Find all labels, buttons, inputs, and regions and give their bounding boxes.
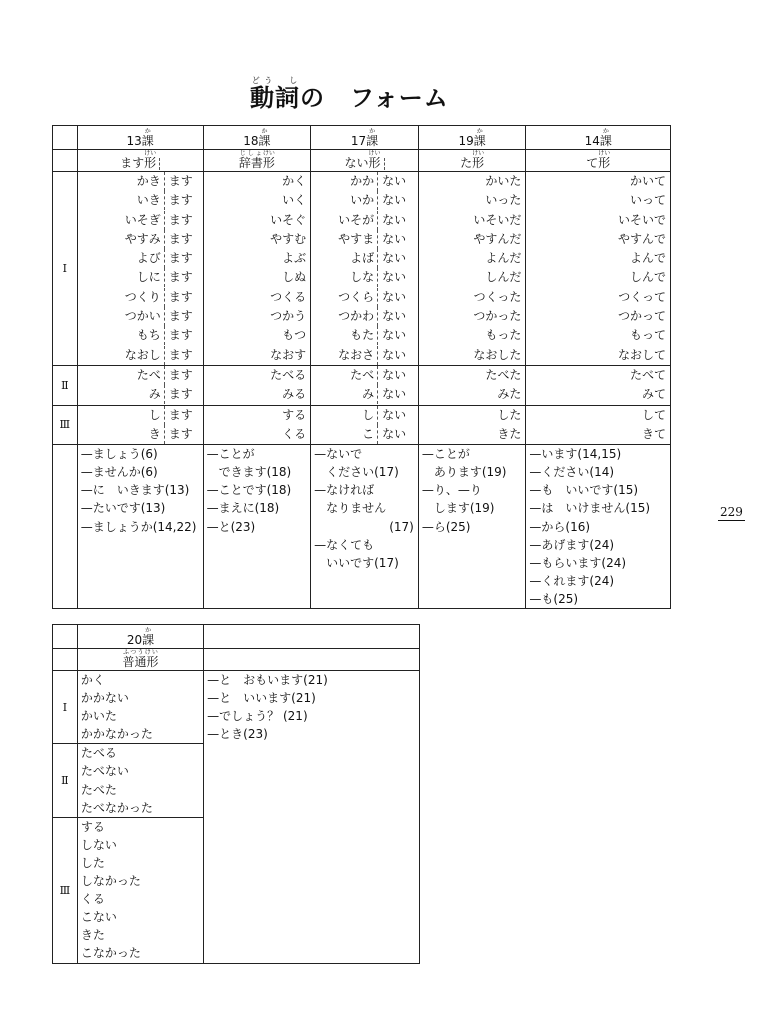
verb-stem: き [148,426,161,441]
verb-stem: やすま [338,231,375,246]
verb-suffix: ます [168,289,193,304]
g3-ta-col [418,405,526,445]
dictionary-form-entry: もつ [282,328,307,343]
verb-suffix: ない [382,251,407,266]
plain-form-entry: かいた [80,709,117,724]
dictionary-form-entry: かく [282,174,307,188]
ta-form-entry: いった [485,193,522,208]
te-form-entry: よんで [629,251,666,266]
nai-form-entry [311,326,418,345]
verb-stem: いそぎ [124,212,161,227]
lesson-14-header: 14課か [526,126,671,150]
g2-te-col [526,365,671,405]
g3-jisho-col [203,405,311,445]
g1-ta-col [418,172,526,366]
nai-form-entry [311,268,418,287]
ta-form-entry: しんだ [485,270,522,285]
masu-form-entry [78,211,203,230]
ta-form-entry: つかった [473,309,522,324]
verb-stem: なおさ [338,347,375,362]
nai-form-entry [311,249,418,268]
dictionary-form-entry: くる [282,426,307,441]
g2-nai-col [311,365,419,405]
ta-form-entry: みた [497,387,522,402]
verb-suffix: ます [168,231,193,246]
te-form-entry: つくって [618,289,666,304]
nai-form-entry [311,211,418,230]
grammar-pattern: —もらいます(24) [529,555,627,570]
verb-stem: たべ [350,367,375,382]
verb-stem: いそが [338,212,375,227]
ta-form-label: た形けい [418,150,526,172]
masu-form-entry [78,366,203,385]
g1-jisho-col [203,172,311,366]
masu-form-entry [78,425,203,444]
te-form-entry: みて [641,387,666,402]
verb-stem: み [362,387,375,402]
t2-group-2-label: Ⅱ [53,744,78,817]
masu-phrases [77,445,203,609]
ta-form-entry: つくった [473,289,522,304]
grammar-pattern: —に いきます(13) [80,483,190,498]
ta-form-entry: いそいだ [473,212,522,227]
jisho-phrases [203,445,311,609]
verb-stem: たべ [136,367,161,382]
grammar-pattern: —まえに(18) [206,501,280,516]
grammar-pattern: —たいです(13) [80,501,166,516]
grammar-pattern: あります(19) [421,465,507,480]
verb-stem: し [148,407,161,422]
plain-phrases [204,671,420,964]
grammar-pattern: —も(25) [529,591,579,606]
verb-stem: やすみ [124,231,161,246]
lesson-19-header: 19課か [418,126,526,150]
group-3-row [53,405,671,445]
dictionary-form-entry: しぬ [282,270,307,285]
dictionary-form-entry: なおす [270,347,307,362]
verb-suffix: ます [168,387,193,402]
ta-form-entry: たべた [485,367,522,382]
plain-form-entry: くる [80,892,105,907]
verb-stem: かき [136,174,161,188]
grammar-pattern: —なくても [314,537,375,552]
grammar-pattern: —と おもいます(21) [207,673,328,687]
nai-form-entry [311,230,418,249]
verb-stem: し [362,407,375,422]
dictionary-form-entry: つかう [270,309,307,324]
dictionary-form-entry: よぶ [282,251,307,266]
plain-form-entry: かかない [80,691,129,706]
masu-form-entry [78,326,203,345]
plain-form-name-row [53,649,420,671]
te-phrases [526,445,671,609]
lesson-13-header: 13課か [77,126,203,150]
ta-form-entry: よんだ [485,251,522,266]
dictionary-form-entry: つくる [270,289,307,304]
verb-suffix: ない [382,347,407,362]
verb-stem: こ [362,426,375,441]
verb-suffix: ます [168,212,193,227]
grammar-pattern: できます(18) [206,465,292,480]
plain-form-entry: たべない [80,764,129,779]
ta-form-entry: なおした [473,347,522,362]
verb-suffix: ます [168,193,193,208]
grammar-pattern: —と(23) [206,519,256,534]
t2-group-3-label: Ⅲ [53,817,78,963]
verb-suffix: ます [168,174,193,188]
t2-g1-col [77,671,203,744]
verb-suffix: ます [168,367,193,382]
lesson-header-row [53,126,671,150]
plain-form-entry: こない [80,910,117,925]
masu-form-entry [78,191,203,210]
grammar-pattern: —ないで [314,447,363,462]
grammar-pattern: —ましょう(6) [80,447,158,462]
verb-suffix: ます [168,270,193,285]
plain-form-entry: した [80,855,105,870]
te-form-entry: いそいで [617,212,666,227]
t2-g3-col [77,817,203,963]
masu-form-entry [78,249,203,268]
g2-masu-col [77,365,203,405]
plain-form-entry: しない [80,837,117,852]
g2-jisho-col [203,365,311,405]
verb-suffix: ない [382,387,407,402]
group-3-label: Ⅲ [53,405,78,445]
verb-suffix: ます [168,426,193,441]
plain-form-entry: こなかった [80,946,141,961]
masu-form-entry [78,307,203,326]
nai-form-entry [311,288,418,307]
verb-suffix: ない [382,328,407,343]
lesson-20-header: 20課か [77,625,203,649]
masu-form-entry [78,288,203,307]
grammar-pattern: なりません [314,501,387,516]
te-form-entry: なおして [617,347,666,362]
te-form-entry: やすんで [617,231,666,246]
verb-suffix: ない [382,212,407,227]
grammar-pattern: ください(17) [314,465,399,480]
group-1-label: Ⅰ [53,172,78,366]
verb-suffix: ない [382,426,407,441]
masu-form-entry [78,406,203,425]
ta-phrases [418,445,526,609]
verb-suffix: ます [168,407,193,422]
grammar-pattern: —でしょう？ (21) [207,709,308,724]
ta-form-entry: もった [485,328,522,343]
ta-form-entry: した [497,407,522,422]
group-2-row [53,365,671,405]
verb-suffix: ない [382,367,407,382]
nai-form-entry [311,366,418,385]
masu-form-entry [78,230,203,249]
masu-form-entry [78,385,203,404]
verb-stem: かか [350,174,375,188]
te-form-entry: きて [641,426,666,441]
verb-stem: いか [350,193,375,208]
g3-nai-col [311,405,419,445]
grammar-pattern: —も いいです(15) [529,483,639,498]
masu-form-label: ます形けい [77,150,203,172]
masu-form-entry [78,268,203,287]
nai-form-entry [311,346,418,365]
te-form-entry: たべて [629,367,666,382]
grammar-pattern: します(19) [421,501,495,516]
verb-stem: み [148,387,161,402]
verb-stem: よば [350,251,375,266]
group-1-row [53,172,671,366]
dictionary-form-entry: する [282,407,307,422]
grammar-pattern: —と いいます(21) [207,691,316,706]
g2-ta-col [418,365,526,405]
dictionary-form-entry: みる [282,387,307,402]
plain-form-entry: きた [80,928,105,943]
g3-te-col [526,405,671,445]
plain-form-table [52,624,420,964]
verb-suffix: ない [382,231,407,246]
lesson-18-header: 18課か [203,126,311,150]
g3-masu-col [77,405,203,445]
ta-form-entry: かいた [485,174,522,188]
verb-stem: つかわ [338,309,375,324]
verb-stem: しな [350,270,375,285]
grammar-pattern: —なければ [314,483,375,498]
ta-form-entry: やすんだ [473,231,522,246]
nai-phrases [311,445,419,609]
plain-form-entry: たべた [80,782,117,797]
grammar-pattern: —から(16) [529,519,591,534]
group-2-label: Ⅱ [53,365,78,405]
plain-form-entry: しなかった [80,874,141,889]
grammar-pattern: —ら(25) [421,519,471,534]
te-form-entry: しんで [629,270,666,285]
verb-suffix: ない [382,407,407,422]
page-number: 229 [720,505,743,519]
lesson-20-header-row [53,625,420,649]
verb-stem: しに [136,270,161,285]
plain-form-entry: かかなかった [80,727,153,742]
te-form-entry: かいて [629,174,666,188]
verb-stem: つくり [124,289,161,304]
nai-form-entry [311,307,418,326]
nai-form-entry [311,425,418,444]
t2-group-1-row [53,671,420,744]
grammar-pattern: いいです(17) [314,555,399,570]
verb-stem: なおし [124,347,161,362]
ta-form-entry: きた [497,426,522,441]
verb-suffix: ます [168,251,193,266]
grammar-pattern: —ましょうか(14,22) [80,519,197,534]
g1-masu-col [77,172,203,366]
grammar-pattern: —あげます(24) [529,537,615,552]
verb-forms-table [52,125,671,609]
plain-form-entry: たべなかった [80,800,153,815]
verb-stem: つかい [124,309,161,324]
verb-suffix: ない [382,289,407,304]
te-form-entry: して [641,407,666,422]
grammar-pattern: —り、—り [421,483,482,498]
te-form-entry: もって [629,328,666,343]
grammar-pattern: —ことが [421,447,470,462]
nai-form-entry [311,191,418,210]
g1-te-col [526,172,671,366]
grammar-pattern: —とき(23) [207,727,268,742]
dictionary-form-entry: いく [282,193,307,208]
dictionary-form-entry: やすむ [270,231,307,246]
dictionary-form-entry: いそぐ [270,212,307,227]
verb-stem: もた [350,328,375,343]
grammar-pattern: —ことです(18) [206,483,292,498]
verb-suffix: ない [382,193,407,208]
lesson-17-header: 17課か [311,126,419,150]
grammar-pattern: (17) [389,519,414,534]
masu-form-entry [78,346,203,365]
grammar-pattern: —は いけません(15) [529,501,651,516]
verb-stem: よび [136,251,161,266]
verb-suffix: ます [168,328,193,343]
grammar-pattern: —ください(14) [529,465,615,480]
dictionary-form-label: 辞書じしょ形けい [203,150,311,172]
grammar-pattern: —います(14,15) [529,447,622,462]
page-title: 動詞どう しの フォーム [250,76,449,112]
nai-form-entry [311,172,418,191]
t2-group-1-label: Ⅰ [53,671,78,744]
plain-form-entry: する [80,819,105,834]
phrase-row [53,445,671,609]
plain-form-entry: たべる [80,746,117,761]
grammar-pattern: —ませんか(6) [80,465,158,480]
grammar-pattern: —くれます(24) [529,573,615,588]
verb-suffix: ます [168,309,193,324]
te-form-entry: つかって [617,309,666,324]
t2-g2-col [77,744,203,817]
verb-suffix: ます [168,347,193,362]
nai-form-label: ない形けい [311,150,419,172]
nai-form-entry [311,385,418,404]
masu-form-entry [78,172,203,191]
plain-form-label: 普通形ふつうけい [77,649,203,671]
grammar-pattern: —ことが [206,447,255,462]
plain-form-entry: かく [80,673,105,687]
verb-stem: いき [136,193,161,208]
verb-suffix: ない [382,270,407,285]
dictionary-form-entry: たべる [270,367,307,382]
nai-form-entry [311,406,418,425]
verb-suffix: ない [382,309,407,324]
verb-stem: つくら [338,289,375,304]
verb-suffix: ない [382,174,407,188]
form-name-row [53,150,671,172]
verb-stem: もち [136,328,161,343]
te-form-label: て形けい [526,150,671,172]
te-form-entry: いって [629,193,666,208]
g1-nai-col [311,172,419,366]
